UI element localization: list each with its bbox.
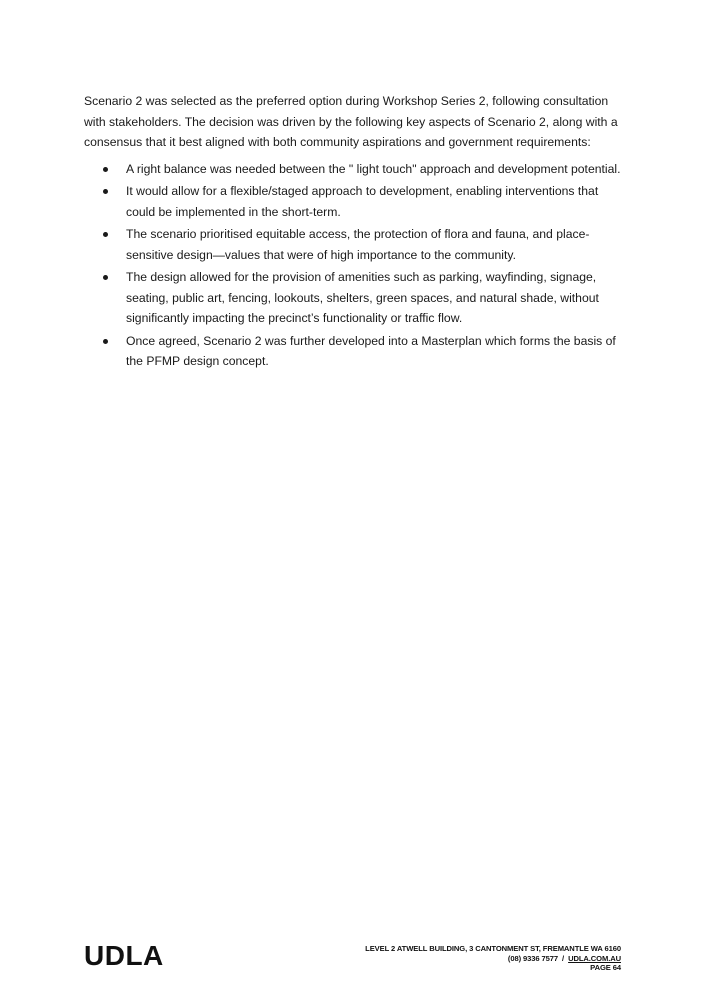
intro-paragraph: Scenario 2 was selected as the preferred option during Workshop Series 2, following consultation with stakeholders. The decision was driven by the following key aspects of Scenario 2, along with a consensus that it best aligned with both community aspirations and government requirements: (84, 94, 618, 149)
footer-contact-line (365, 954, 621, 964)
list-item-text: The scenario prioritised equitable access, the protection of flora and fauna, and place-sensitive design—values that were of high importance to the community. (126, 227, 590, 262)
footer-address: LEVEL 2 ATWELL BUILDING, 3 CANTONMENT ST, FREMANTLE WA 6160 (365, 944, 621, 953)
list-item (84, 331, 629, 372)
list-item-text: A right balance was needed between the " light touch" approach and development potential. (126, 161, 621, 176)
list-item-text: It would allow for a flexible/staged approach to development, enabling interventions that could be implemented in the short-term. (126, 184, 599, 219)
bullet-icon (103, 339, 108, 344)
page-number: PAGE 64 (590, 963, 621, 973)
bullet-icon (103, 167, 108, 172)
footer-phone: (08) 9336 7577 (507, 953, 559, 963)
bullet-icon (103, 275, 108, 280)
footer-website-link[interactable]: UDLA.COM.AU (568, 953, 621, 963)
list-item-text: The design allowed for the provision of amenities such as parking, wayfinding, signage, seating, public art, fencing, lookouts, shelters, green spaces, and natural shade, without significantly impacting the precinct’s functionality or traffic flow. (126, 270, 599, 325)
list-item (84, 224, 629, 265)
company-logo: UDLA (84, 940, 164, 971)
footer-separator: / (562, 953, 565, 963)
page-content (84, 91, 629, 374)
bullet-icon (103, 232, 108, 237)
bullet-list (84, 159, 629, 372)
bullet-icon (103, 189, 108, 194)
list-item (84, 267, 629, 329)
list-item (84, 181, 629, 222)
footer-contact (365, 944, 621, 973)
list-item (84, 159, 629, 180)
list-item-text: Once agreed, Scenario 2 was further developed into a Masterplan which forms the basis of the PFMP design concept. (126, 333, 616, 368)
